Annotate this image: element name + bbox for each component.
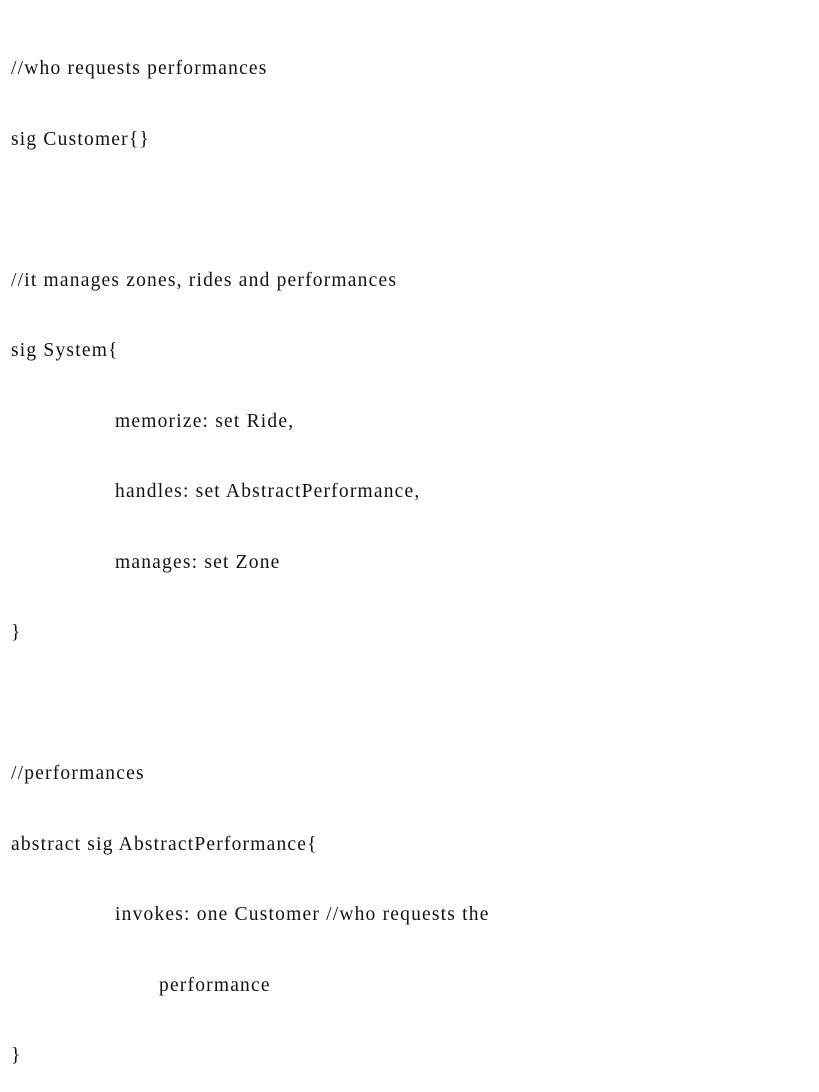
code-wrapped-line: performance xyxy=(159,974,271,996)
code-line: } xyxy=(11,1045,22,1066)
code-line: abstract sig AbstractPerformance{ xyxy=(11,833,318,855)
code-listing xyxy=(11,12,490,1092)
code-comment-line: //who requests performances xyxy=(11,58,268,79)
code-field-line: memorize: set Ride, xyxy=(115,410,295,432)
code-line: sig System{ xyxy=(11,340,119,361)
code-comment-line: //performances xyxy=(11,763,145,784)
code-blank-line xyxy=(11,197,490,224)
code-field-line: invokes: one Customer //who requests the xyxy=(115,904,490,925)
code-blank-line xyxy=(11,691,490,718)
code-line: } xyxy=(11,622,22,643)
code-field-line: manages: set Zone xyxy=(115,551,281,573)
code-comment-line: //it manages zones, rides and performances xyxy=(11,269,398,291)
code-line: sig Customer{} xyxy=(11,128,150,150)
code-field-line: handles: set AbstractPerformance, xyxy=(115,481,421,502)
